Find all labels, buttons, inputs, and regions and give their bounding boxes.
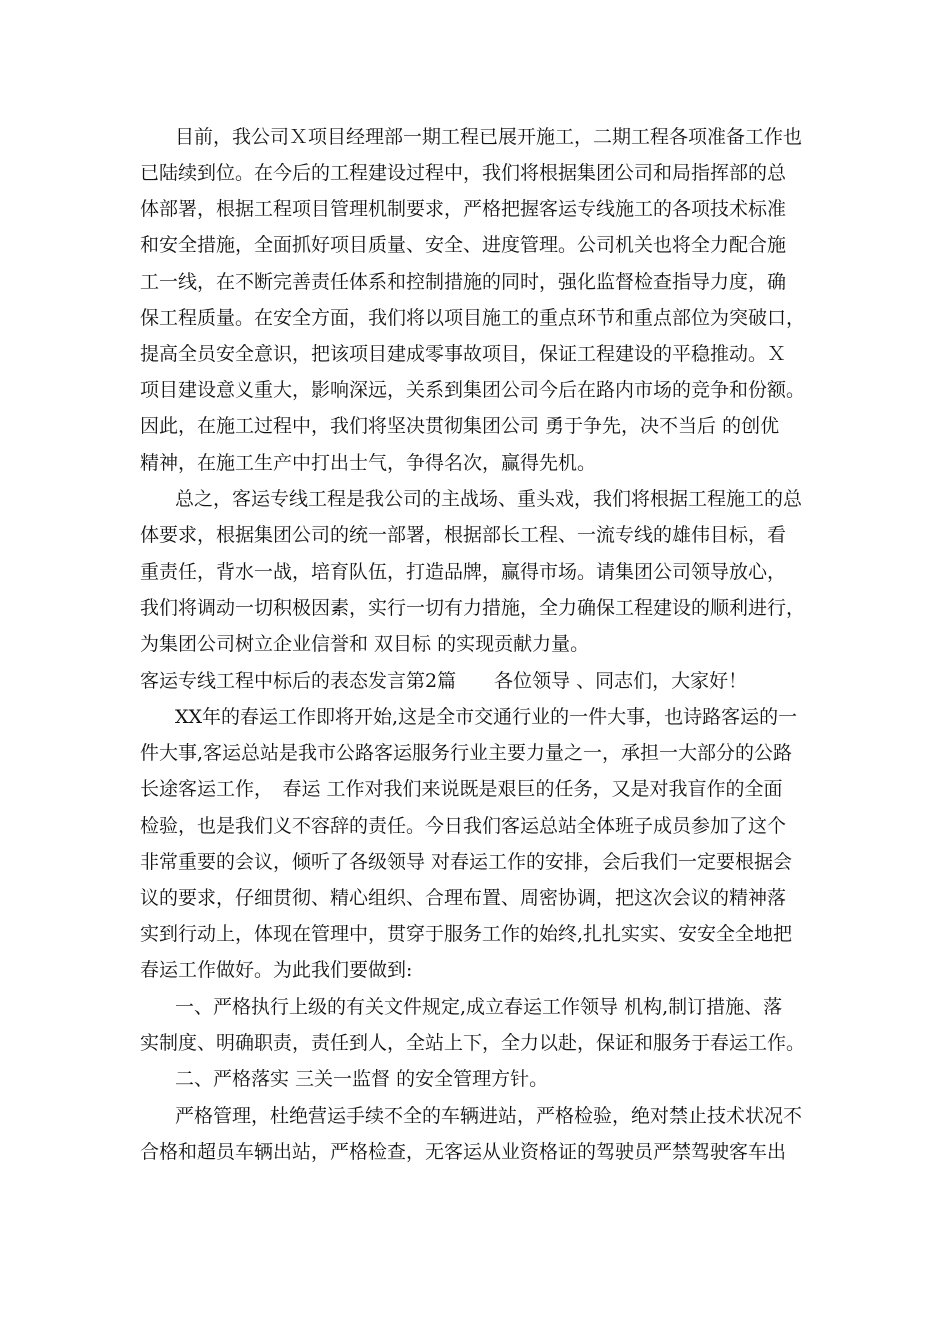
section-heading: 客运专线工程中标后的表态发言第2篇 各位领导 、同志们，大家好！ (140, 670, 748, 692)
paragraph-line: 重责任，背水一战，培育队伍，打造品牌，赢得市场。请集团公司领导放心， (140, 561, 787, 583)
paragraph-line: 我们将调动一切积极因素，实行一切有力措施，全力确保工程建设的顺利进行， (140, 597, 806, 619)
paragraph-line: 一、严格执行上级的有关文件规定,成立春运工作领导 机构,制订措施、落 (175, 996, 783, 1018)
paragraph-line: 合格和超员车辆出站，严格检查，无客运从业资格证的驾驶员严禁驾驶客车出 (140, 1141, 787, 1163)
paragraph-line: 已陆续到位。在今后的工程建设过程中，我们将根据集团公司和局指挥部的总 (140, 162, 787, 184)
paragraph-line: 体部署，根据工程项目管理机制要求，严格把握客运专线施工的各项技术标准 (140, 198, 787, 220)
paragraph-line: 项目建设意义重大，影响深远，关系到集团公司今后在路内市场的竞争和份额。 (140, 379, 806, 401)
paragraph-line: 和安全措施，全面抓好项目质量、安全、进度管理。公司机关也将全力配合施 (140, 234, 787, 256)
paragraph-line: XX年的春运工作即将开始,这是全市交通行业的一件大事，也诗路客运的一 (175, 706, 798, 728)
paragraph-line: 因此，在施工过程中，我们将坚决贯彻集团公司 勇于争先，决不当后 的创优 (140, 415, 780, 437)
paragraph-line: 保工程质量。在安全方面，我们将以项目施工的重点环节和重点部位为突破口， (140, 307, 806, 329)
paragraph-line: 检验，也是我们义不容辞的责任。今日我们客运总站全体班子成员参加了这个 (140, 815, 787, 837)
paragraph-line: 精神，在施工生产中打出士气，争得名次，赢得先机。 (140, 452, 597, 474)
paragraph-line: 目前，我公司Ｘ项目经理部一期工程已展开施工，二期工程各项准备工作也 (175, 126, 803, 148)
paragraph-line: 议的要求，仔细贯彻、精心组织、合理布置、周密协调，把这次会议的精神落 (140, 887, 787, 909)
paragraph-line: 总之，客运专线工程是我公司的主战场、重头戏，我们将根据工程施工的总 (175, 488, 803, 510)
paragraph-line: 实到行动上，体现在管理中，贯穿于服务工作的始终,扎扎实实、安安全全地把 (140, 923, 793, 945)
paragraph-line: 实制度、明确职责，责任到人，全站上下，全力以赴，保证和服务于春运工作。 (140, 1032, 806, 1054)
paragraph-line: 非常重要的会议，倾听了各级领导 对春运工作的安排，会后我们一定要根据会 (140, 851, 793, 873)
paragraph-line: 体要求，根据集团公司的统一部署，根据部长工程、一流专线的雄伟目标，看 (140, 524, 787, 546)
paragraph-line: 长途客运工作， 春运 工作对我们来说既是艰巨的任务，又是对我盲作的全面 (140, 778, 783, 800)
paragraph-line: 提高全员安全意识，把该项目建成零事故项目，保证工程建设的平稳推动。Ｘ (140, 343, 787, 365)
paragraph-line: 春运工作做好。为此我们要做到: (140, 959, 413, 981)
paragraph-line: 二、严格落实 三关一监督 的安全管理方针。 (175, 1068, 549, 1090)
paragraph-line: 严格管理，杜绝营运手续不全的车辆进站，严格检验，绝对禁止技术状况不 (175, 1105, 803, 1127)
paragraph-line: 件大事,客运总站是我市公路客运服务行业主要力量之一，承担一大部分的公路 (140, 742, 793, 764)
paragraph-line: 工一线，在不断完善责任体系和控制措施的同时，强化监督检查指导力度，确 (140, 271, 787, 293)
paragraph-line: 为集团公司树立企业信誉和 双目标 的实现贡献力量。 (140, 633, 590, 655)
